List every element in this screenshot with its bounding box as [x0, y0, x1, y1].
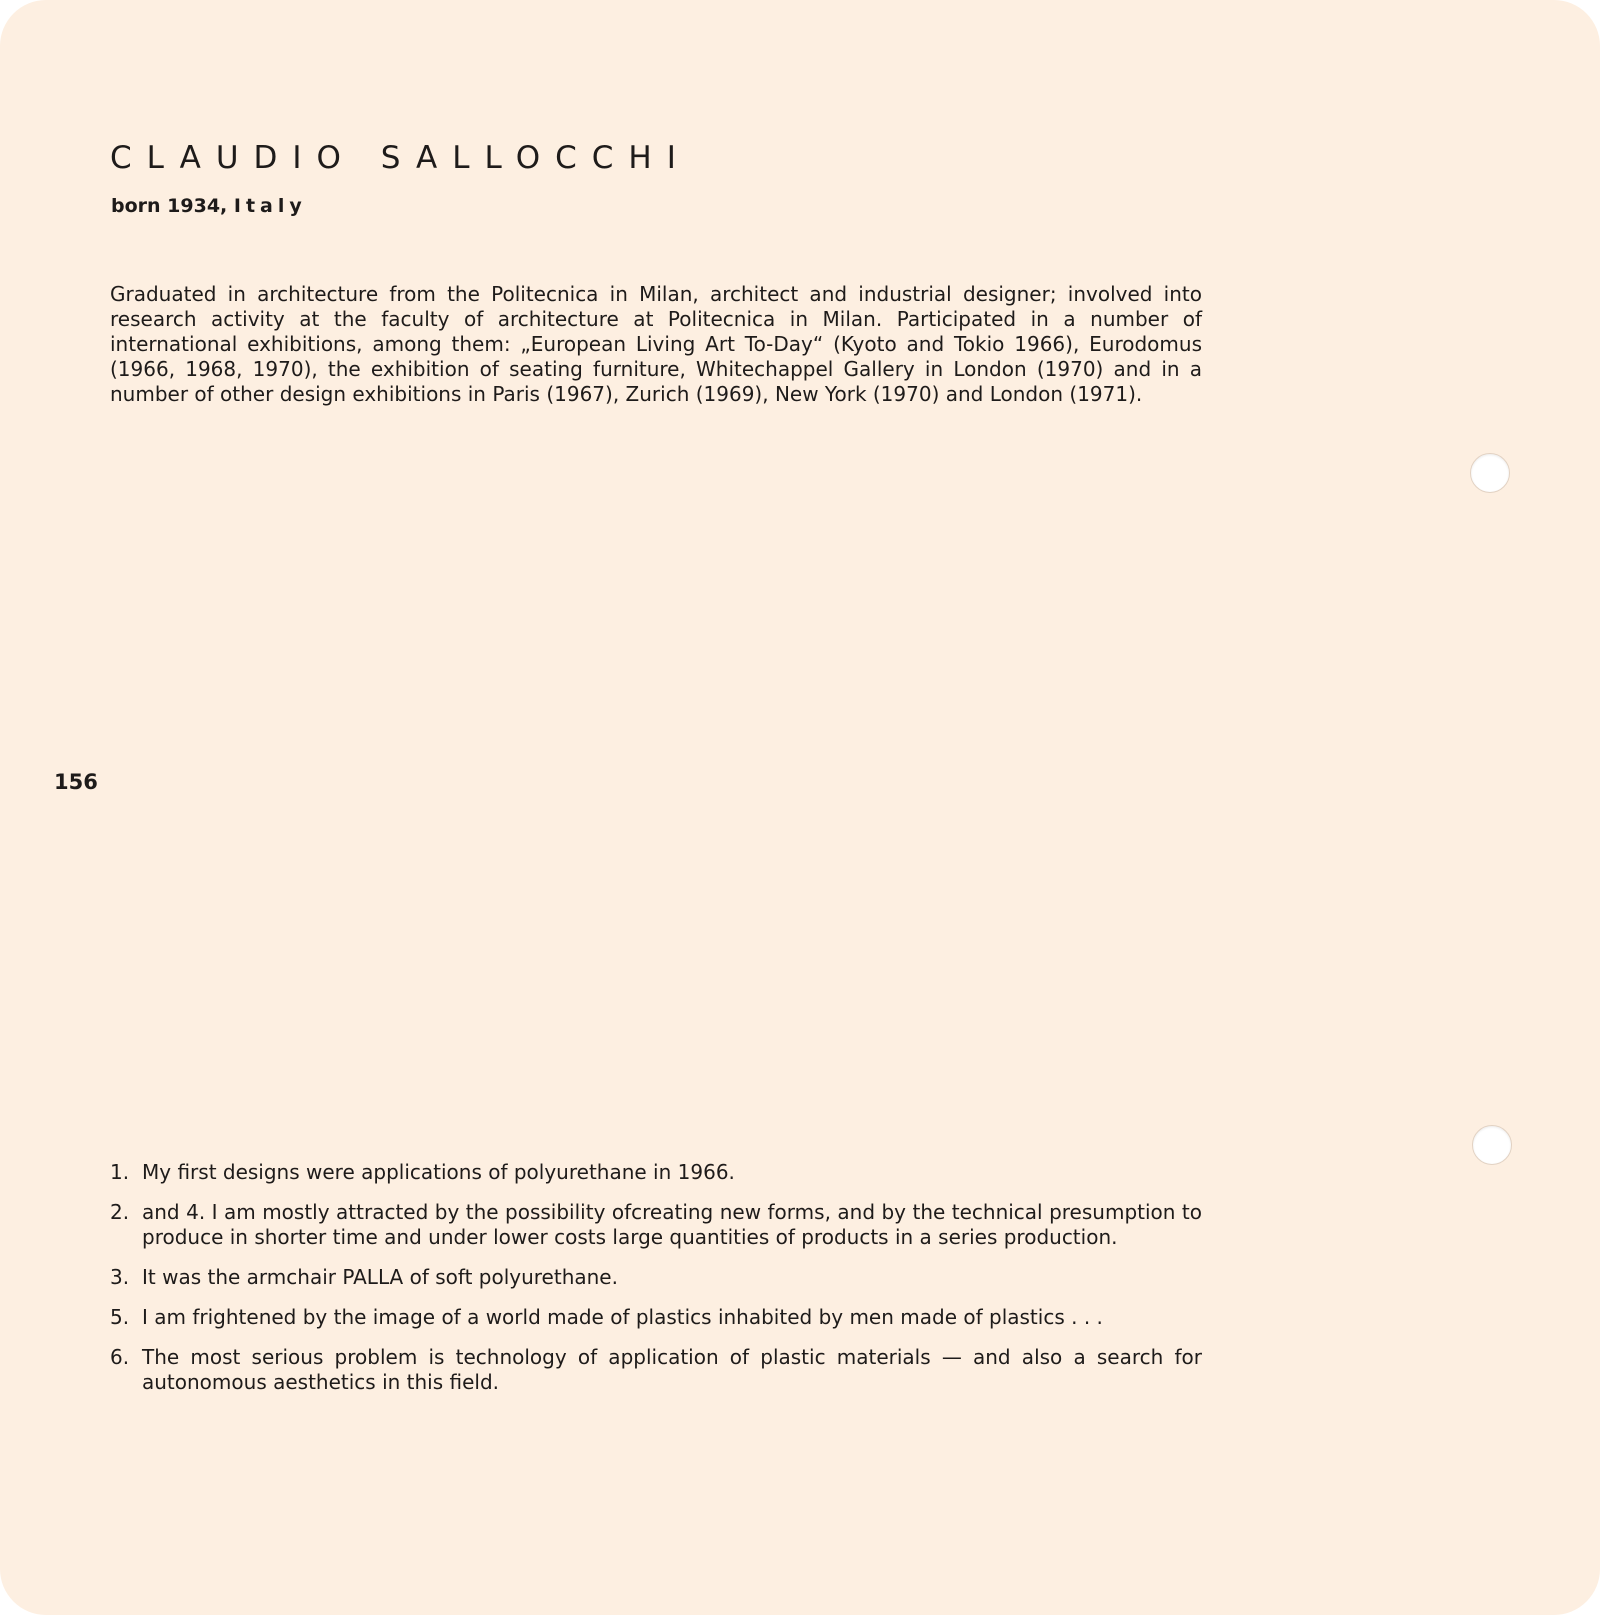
birth-year: born 1934, — [111, 195, 228, 217]
answer-number: 1. — [110, 1160, 130, 1184]
binder-hole-top — [1470, 453, 1510, 493]
answer-text: The most serious problem is technology of application of plastic materials — and also a search for autonomous aesthetics in this field. — [142, 1345, 1202, 1394]
answer-item — [110, 1200, 1202, 1250]
answer-number: 3. — [110, 1265, 130, 1289]
answer-text: It was the armchair PALLA of soft polyurethane. — [142, 1265, 618, 1289]
binder-hole-bottom — [1472, 1125, 1512, 1165]
answer-item — [110, 1265, 1202, 1290]
answer-number: 2. — [110, 1200, 130, 1224]
biography-paragraph: Graduated in architecture from the Politecnica in Milan, architect and industrial designer; involved into research activity at the faculty of architecture at Politecnica in Milan. Participated in a number of international exhibitions, among them: „European Living Art To-Day“ (Kyoto and Tokio 1966), Eurodomus (1966, 1968, 1970), the exhibition of seating furniture, Whitechappel Gallery in London (1970) and in a number of other design exhibitions in Paris (1967), Zurich (1969), New York (1970) and London (1971). — [110, 282, 1202, 406]
answer-item — [110, 1345, 1202, 1395]
answer-number: 5. — [110, 1305, 130, 1329]
birth-info — [111, 195, 307, 217]
page-number: 156 — [54, 770, 98, 794]
designer-name: CLAUDIO SALLOCCHI — [110, 140, 691, 176]
birth-country: Italy — [233, 195, 307, 217]
answer-number: 6. — [110, 1345, 130, 1369]
answer-text: My first designs were applications of polyurethane in 1966. — [142, 1160, 735, 1184]
answers-list — [110, 1160, 1202, 1410]
answer-text: I am frightened by the image of a world made of plastics inhabited by men made of plastics . . . — [142, 1305, 1103, 1329]
answer-item — [110, 1160, 1202, 1185]
answer-text: and 4. I am mostly attracted by the possibility ofcreating new forms, and by the technical presumption to produce in shorter time and under lower costs large quantities of products in a series production. — [142, 1200, 1202, 1249]
answer-item — [110, 1305, 1202, 1330]
